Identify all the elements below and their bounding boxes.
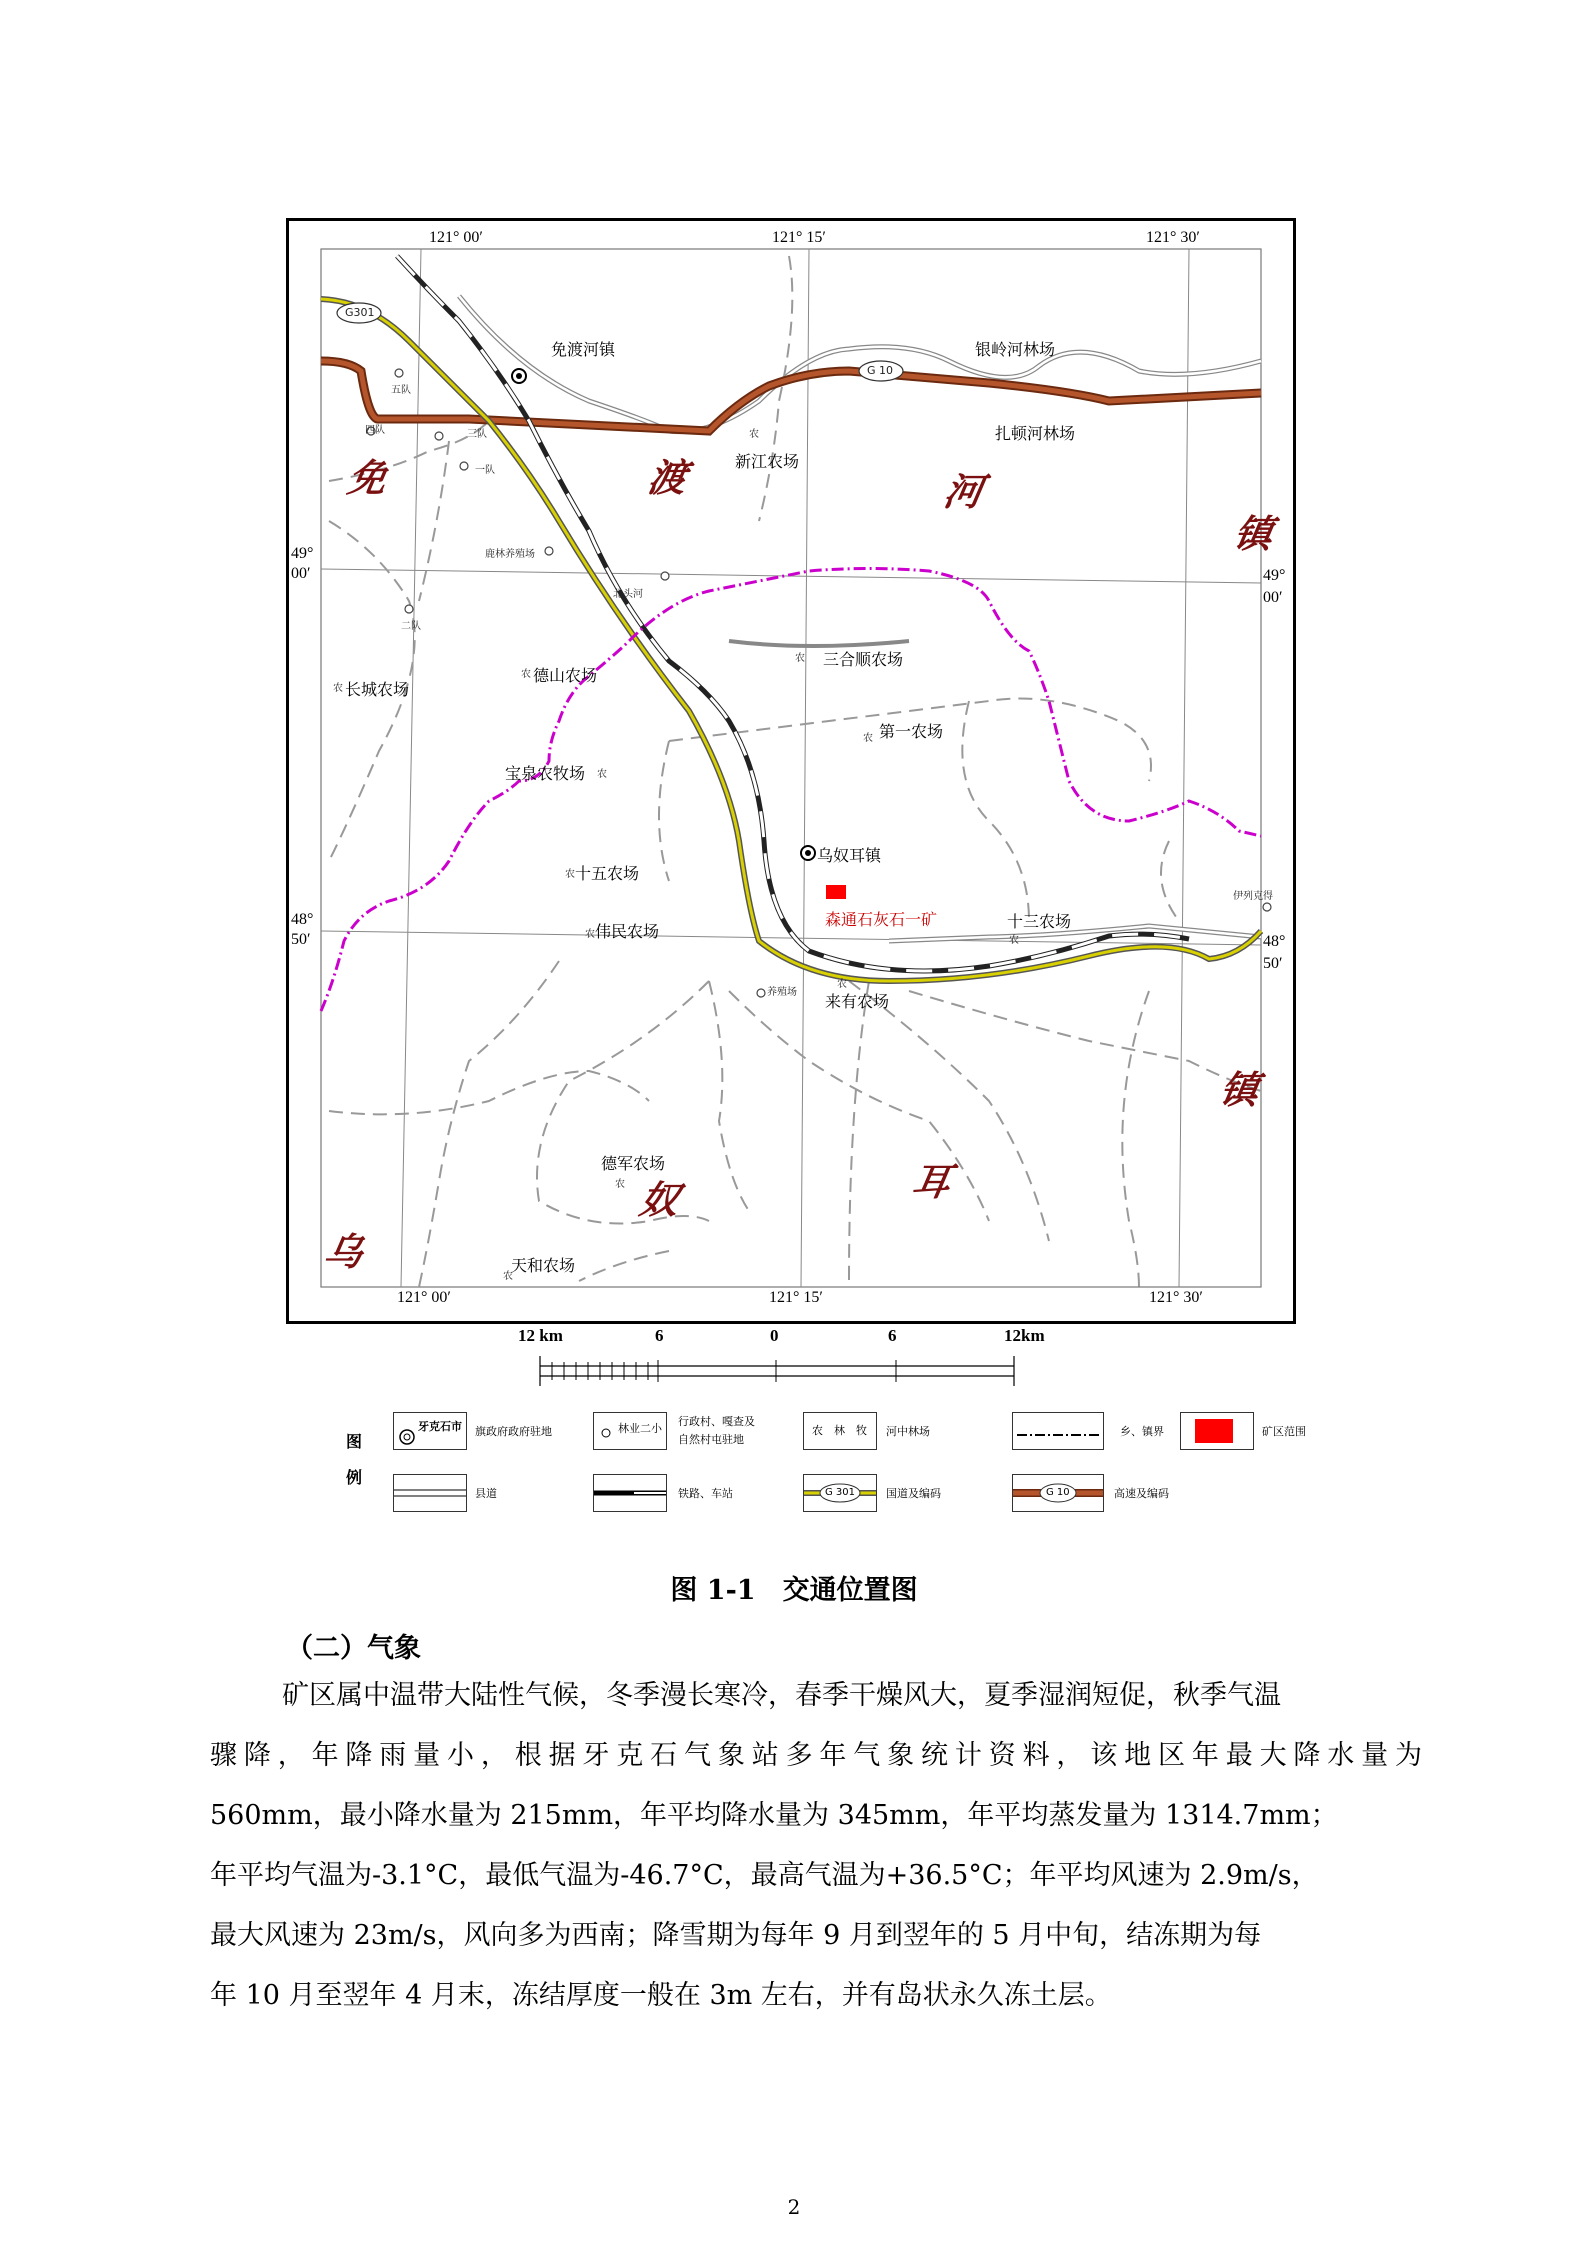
place-yinlinghe: 银岭河林场 (975, 340, 1056, 359)
farm-mark: 农 (795, 653, 805, 664)
legend-village-desc-1: 行政村、嘎查及 (678, 1415, 755, 1428)
region-char: 镇 (1230, 511, 1277, 556)
place-dejun: 德军农场 (601, 1154, 666, 1173)
farm-mark: 农 (333, 683, 343, 694)
coord-right-48-min: 50′ (1263, 955, 1283, 972)
region-char: 河 (940, 469, 987, 514)
mine-label: 森通石灰石一矿 (825, 910, 938, 929)
coord-left-48-min: 50′ (291, 931, 311, 948)
page-number: 2 (787, 2195, 801, 2219)
legend-national-road-symbol (803, 1474, 877, 1512)
legend-village-name: 林业二小 (618, 1422, 662, 1435)
place-changcheng: 长城农场 (345, 680, 410, 699)
railway (397, 256, 1189, 971)
legend-highway-desc: 高速及编码 (1114, 1487, 1169, 1500)
scale-label-0: 0 (770, 1326, 779, 1345)
place-erdui: 二队 (401, 621, 421, 632)
place-lu-ranch: 鹿林养殖场 (485, 549, 535, 560)
legend-railway-symbol (593, 1474, 667, 1512)
place-tianhe: 天和农场 (511, 1256, 576, 1275)
paragraph-line-3: 560mm，最小降水量为 215mm，年平均降水量为 345mm，年平均蒸发量为 1314.7mm； (210, 1800, 1338, 1831)
legend-village-desc-2: 自然村屯驻地 (678, 1433, 744, 1446)
coord-bottom-3: 121° 30′ (1149, 1289, 1203, 1306)
farm-mark: 农 (837, 979, 847, 990)
place-wunuer-town: 乌奴耳镇 (817, 846, 882, 865)
paragraph-line-6: 年 10 月至翌年 4 月末，冻结厚度一般在 3m 左右，并有岛状永久冻土层。 (210, 1980, 1112, 2011)
paragraph-line-1: 矿区属中温带大陆性气候，冬季漫长寒冷，春季干燥风大，夏季湿润短促，秋季气温 (282, 1680, 1281, 1711)
legend-title-1: 图 (346, 1432, 363, 1451)
farm-mark: 农 (521, 669, 531, 680)
coord-right-49-deg: 49° (1263, 567, 1286, 584)
coord-top-2: 121° 15′ (772, 229, 826, 246)
g301-label: G301 (345, 306, 375, 319)
place-laiyou: 来有农场 (825, 992, 890, 1011)
coord-left-49-min: 00′ (291, 565, 311, 582)
legend-county-road-desc: 县道 (475, 1487, 497, 1500)
grid-line (1179, 249, 1189, 1287)
village-symbols (367, 369, 1271, 997)
farm-mark: 农 (503, 1271, 513, 1282)
scale-bar (538, 1352, 1018, 1388)
coord-left-49-deg: 49° (291, 545, 314, 562)
mine-area-marker (826, 885, 846, 899)
grid-line (401, 249, 421, 1287)
farm-mark: 农 (585, 929, 595, 940)
legend-city-symbol (393, 1412, 467, 1450)
place-weimin: 伟民农场 (595, 922, 660, 941)
place-beitouhe: 北头河 (613, 589, 643, 600)
paragraph-line-2: 骤降，年降雨量小，根据牙克石气象站多年气象统计资料，该地区年最大降水量为 (210, 1740, 1422, 1771)
scale-label-12km-left: 12 km (518, 1326, 563, 1345)
legend-mine-symbol (1180, 1412, 1254, 1450)
farm-mark: 农 (565, 869, 575, 880)
coord-left-48-deg: 48° (291, 911, 314, 928)
grid-line (801, 249, 809, 1287)
legend-title-2: 例 (346, 1468, 363, 1487)
coord-bottom-2: 121° 15′ (769, 1289, 823, 1306)
scale-label-6-right: 6 (888, 1326, 897, 1345)
legend-railway-desc: 铁路、车站 (678, 1487, 733, 1500)
legend-highway-symbol (1012, 1474, 1104, 1512)
g10-label: G 10 (867, 364, 894, 377)
region-char: 奴 (636, 1177, 683, 1222)
place-diyi: 第一农场 (879, 722, 944, 741)
legend-boundary-symbol (1012, 1412, 1104, 1450)
farm-mark: 农 (597, 769, 607, 780)
farm-mark: 农 (1009, 935, 1019, 946)
dirt-tracks (329, 256, 1261, 1287)
legend-national-desc: 国道及编码 (886, 1487, 941, 1500)
legend-farm-symbol (803, 1412, 877, 1450)
figure-caption: 图 1-1 交通位置图 (670, 1575, 918, 1606)
place-yidui: 一队 (475, 465, 495, 476)
place-yangzhi: 养殖场 (767, 987, 797, 998)
legend-national-code: G 301 (825, 1487, 856, 1498)
legend-highway-code: G 10 (1046, 1487, 1070, 1498)
coord-top-1: 121° 00′ (429, 229, 483, 246)
legend-mine-desc: 矿区范围 (1262, 1425, 1306, 1438)
farm-mark: 农 (749, 429, 759, 440)
legend-village-symbol (593, 1412, 667, 1450)
place-baoquan: 宝泉农牧场 (505, 764, 586, 783)
region-char: 镇 (1216, 1067, 1263, 1112)
place-sanheshun: 三合顺农场 (823, 650, 904, 669)
farm-mark: 农 (615, 1179, 625, 1190)
legend-county-road-symbol (393, 1474, 467, 1512)
township-boundary (321, 569, 1261, 1012)
map-graphics (289, 221, 1293, 1321)
region-char: 渡 (644, 455, 691, 500)
paragraph-line-5: 最大风速为 23m/s，风向多为西南；降雪期为每年 9 月到翌年的 5 月中旬，结冻期为每 (210, 1920, 1262, 1951)
legend-forest-mark: 林 (834, 1424, 845, 1437)
place-sidui: 四队 (365, 425, 385, 436)
place-mianduhe-town: 免渡河镇 (551, 340, 616, 359)
place-shisan: 十三农场 (1007, 912, 1072, 931)
place-shiwu: 十五农场 (575, 864, 640, 883)
place-xinjiang: 新江农场 (735, 452, 800, 471)
place-zhadunhe: 扎顿河林场 (995, 424, 1076, 443)
legend-city-desc: 旗政府政府驻地 (475, 1425, 552, 1438)
traffic-location-map (286, 218, 1296, 1324)
legend-ranch-mark: 牧 (856, 1424, 867, 1437)
coord-right-48-deg: 48° (1263, 933, 1286, 950)
region-char: 免 (344, 455, 391, 500)
legend-city-name: 牙克石市 (418, 1420, 462, 1433)
region-char: 乌 (320, 1229, 367, 1274)
farm-mark: 农 (863, 733, 873, 744)
legend-farm-mark: 农 (812, 1424, 823, 1437)
scale-label-6-left: 6 (655, 1326, 664, 1345)
coord-top-3: 121° 30′ (1146, 229, 1200, 246)
railway-white (397, 256, 1189, 971)
place-sandui: 三队 (467, 429, 487, 440)
coord-bottom-1: 121° 00′ (397, 1289, 451, 1306)
place-yilie: 伊列克得 (1233, 891, 1273, 902)
coord-right-49-min: 00′ (1263, 589, 1283, 606)
legend-boundary-desc: 乡、镇界 (1120, 1425, 1164, 1438)
region-char: 耳 (908, 1159, 955, 1204)
legend-farm-desc: 河中林场 (886, 1425, 930, 1438)
place-deshan: 德山农场 (533, 666, 598, 685)
town-symbols (512, 369, 815, 860)
paragraph-line-4: 年平均气温为-3.1°C，最低气温为-46.7°C，最高气温为+36.5°C；年平均风速为 2.9m/s， (210, 1860, 1319, 1891)
legend-mine-fill (1195, 1419, 1233, 1443)
section-heading: （二）气象 (286, 1633, 421, 1664)
place-wudui: 五队 (391, 385, 411, 396)
scale-label-12km-right: 12km (1004, 1326, 1045, 1345)
